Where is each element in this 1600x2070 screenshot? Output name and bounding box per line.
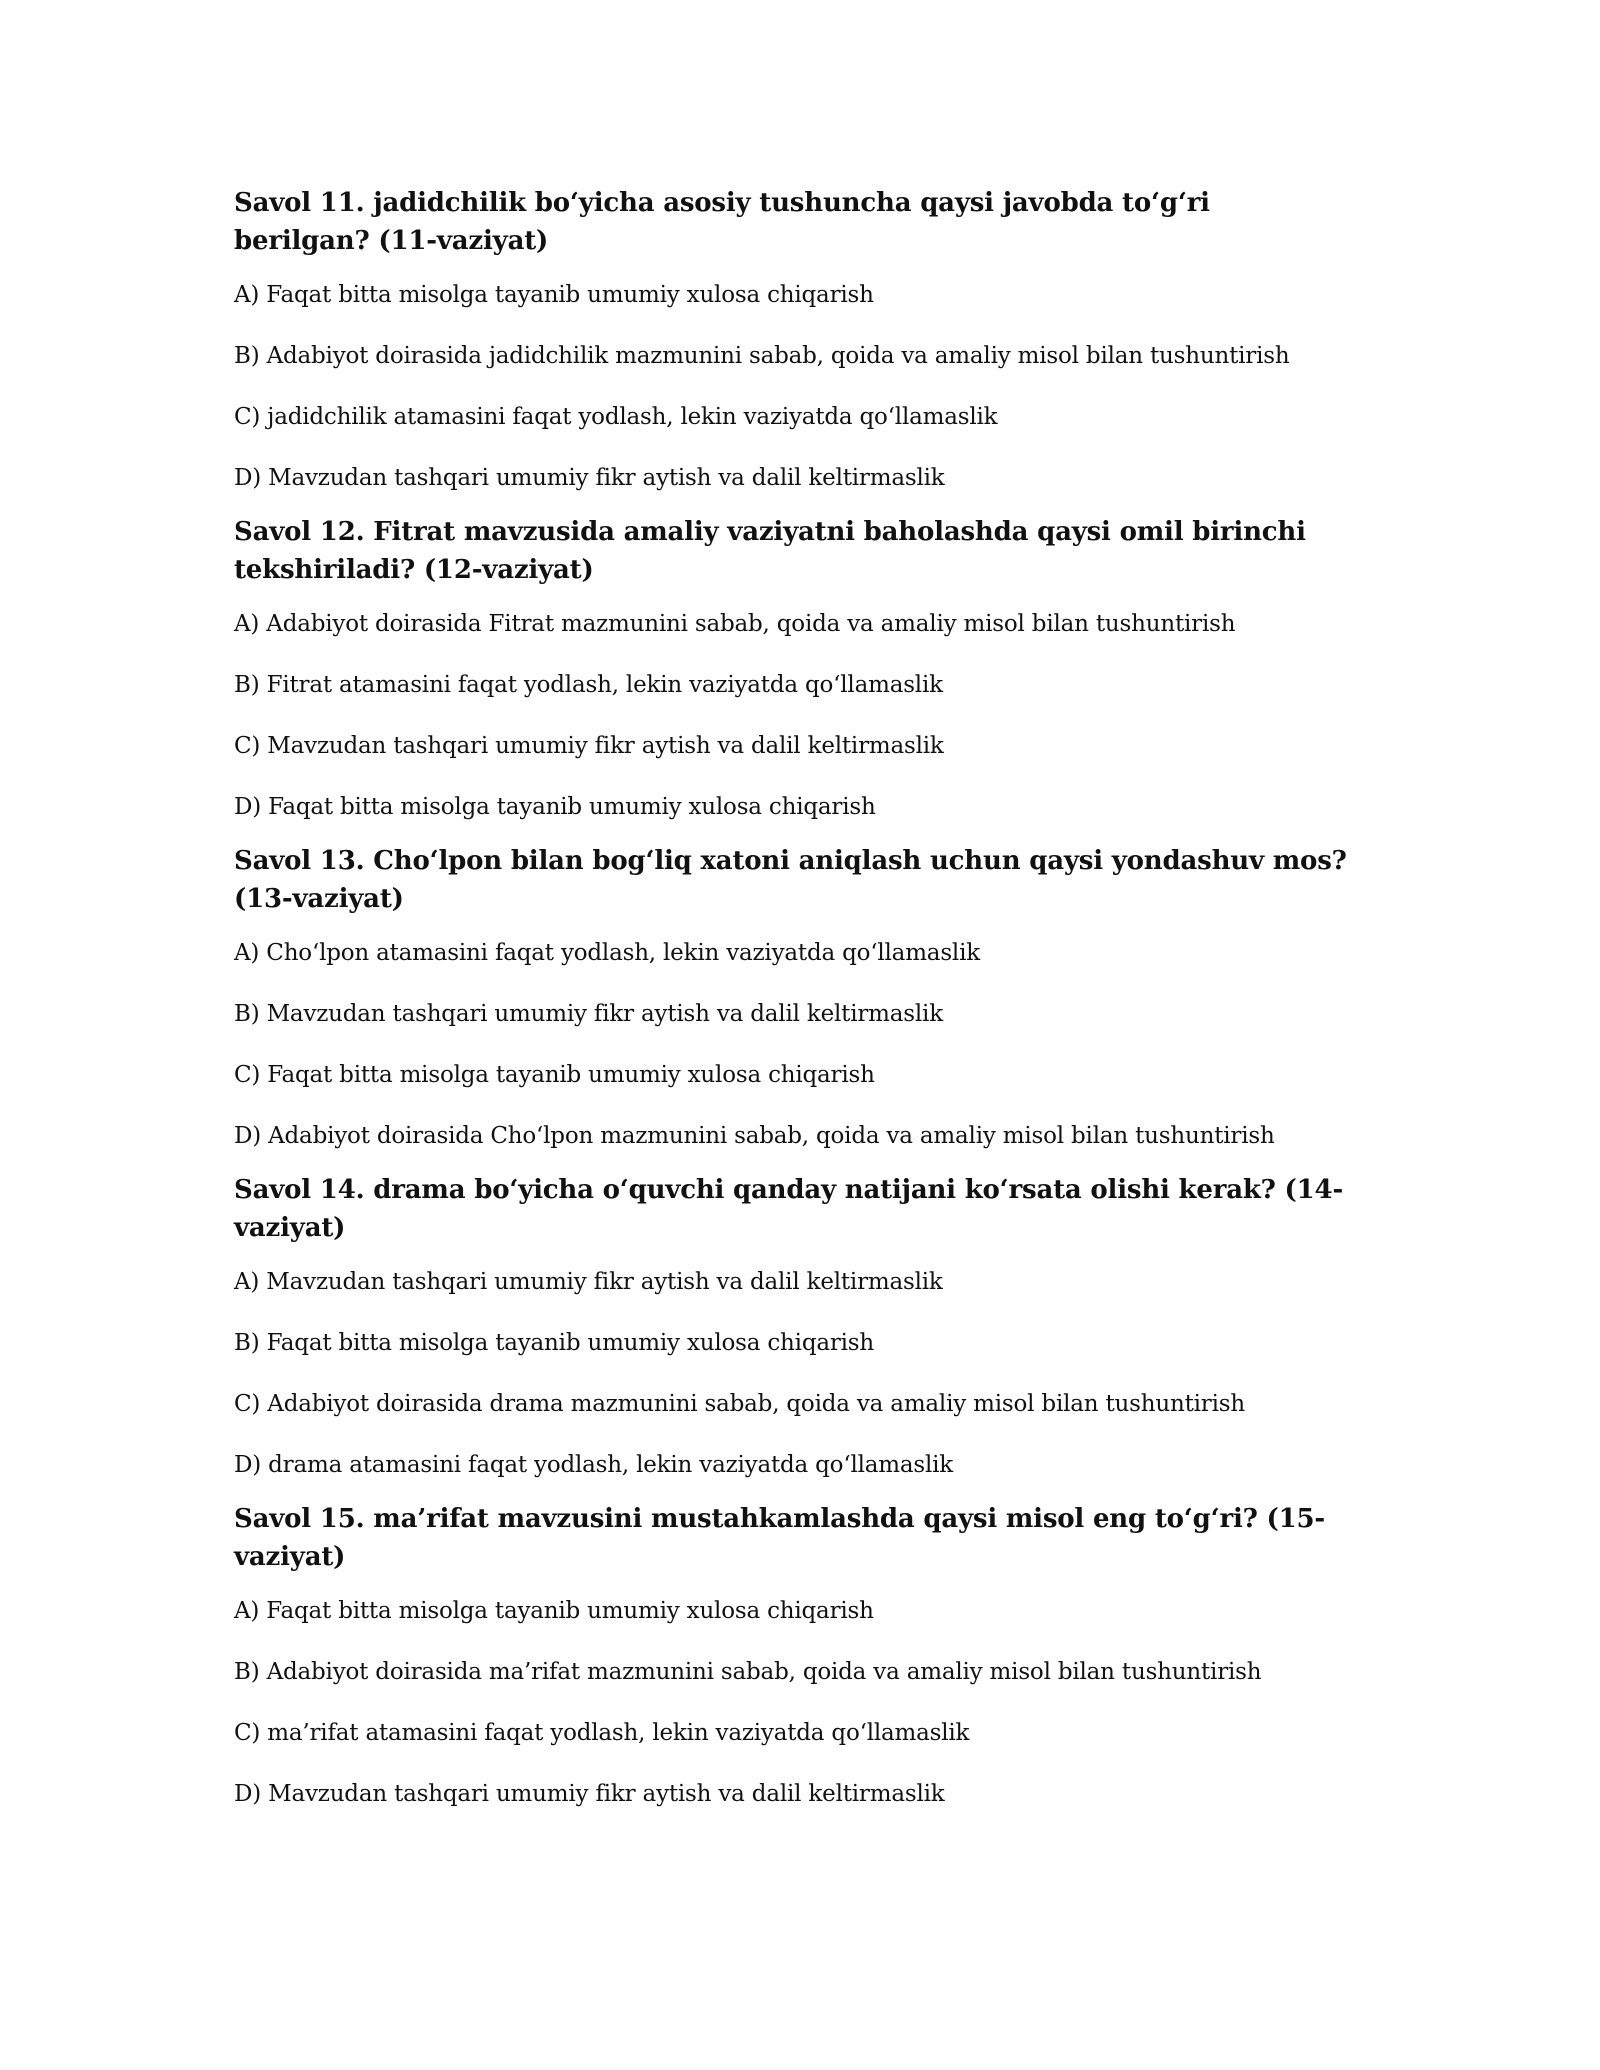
option-b: B) Fitrat atamasini faqat yodlash, lekin vaziyatda qo‘llamaslik <box>234 672 943 698</box>
option-a: A) Cho‘lpon atamasini faqat yodlash, lekin vaziyatda qo‘llamaslik <box>234 940 980 966</box>
option-b: B) Adabiyot doirasida ma’rifat mazmunini sabab, qoida va amaliy misol bilan tushuntirish <box>234 1659 1262 1685</box>
option-c: C) Faqat bitta misolga tayanib umumiy xulosa chiqarish <box>234 1062 875 1088</box>
option-a: A) Mavzudan tashqari umumiy fikr aytish va dalil keltirmaslik <box>234 1269 943 1295</box>
question-title: Savol 15. ma’rifat mavzusini mustahkamlashda qaysi misol eng to‘g‘ri? (15-vaziyat) <box>234 1504 1326 1572</box>
option-c: C) ma’rifat atamasini faqat yodlash, lekin vaziyatda qo‘llamaslik <box>234 1720 970 1746</box>
question-11 <box>234 184 1354 493</box>
option-b: B) Faqat bitta misolga tayanib umumiy xulosa chiqarish <box>234 1330 875 1356</box>
question-15 <box>234 1500 1354 1809</box>
option-d: D) Faqat bitta misolga tayanib umumiy xulosa chiqarish <box>234 794 876 820</box>
option-d: D) drama atamasini faqat yodlash, lekin vaziyatda qo‘llamaslik <box>234 1452 954 1478</box>
question-title: Savol 14. drama bo‘yicha o‘quvchi qanday natijani ko‘rsata olishi kerak? (14-vaziyat) <box>234 1175 1344 1243</box>
question-title: Savol 11. jadidchilik bo‘yicha asosiy tushuncha qaysi javobda to‘g‘ri berilgan? (11-vaziyat) <box>234 188 1210 256</box>
option-d: D) Mavzudan tashqari umumiy fikr aytish va dalil keltirmaslik <box>234 1781 945 1807</box>
option-b: B) Adabiyot doirasida jadidchilik mazmunini sabab, qoida va amaliy misol bilan tushuntirish <box>234 343 1290 369</box>
question-title: Savol 13. Cho‘lpon bilan bog‘liq xatoni aniqlash uchun qaysi yondashuv mos? (13-vaziyat) <box>234 846 1347 914</box>
option-a: A) Faqat bitta misolga tayanib umumiy xulosa chiqarish <box>234 1598 874 1624</box>
question-13 <box>234 842 1354 1151</box>
option-c: C) Mavzudan tashqari umumiy fikr aytish va dalil keltirmaslik <box>234 733 944 759</box>
document-page <box>234 184 1354 1829</box>
question-14 <box>234 1171 1354 1480</box>
option-d: D) Mavzudan tashqari umumiy fikr aytish va dalil keltirmaslik <box>234 465 945 491</box>
option-d: D) Adabiyot doirasida Cho‘lpon mazmunini sabab, qoida va amaliy misol bilan tushuntirish <box>234 1123 1275 1149</box>
option-a: A) Faqat bitta misolga tayanib umumiy xulosa chiqarish <box>234 282 874 308</box>
option-c: C) Adabiyot doirasida drama mazmunini sabab, qoida va amaliy misol bilan tushuntirish <box>234 1391 1245 1417</box>
option-c: C) jadidchilik atamasini faqat yodlash, lekin vaziyatda qo‘llamaslik <box>234 404 998 430</box>
question-title: Savol 12. Fitrat mavzusida amaliy vaziyatni baholashda qaysi omil birinchi tekshiriladi? (12-vaziyat) <box>234 517 1306 585</box>
option-b: B) Mavzudan tashqari umumiy fikr aytish va dalil keltirmaslik <box>234 1001 943 1027</box>
question-12 <box>234 513 1354 822</box>
option-a: A) Adabiyot doirasida Fitrat mazmunini sabab, qoida va amaliy misol bilan tushuntirish <box>234 611 1236 637</box>
